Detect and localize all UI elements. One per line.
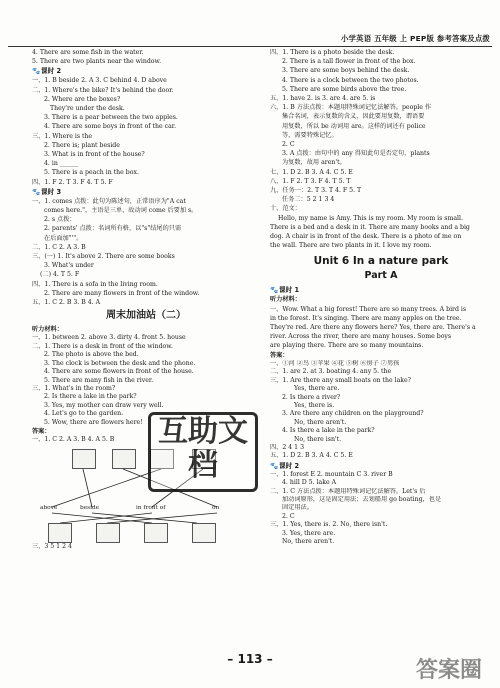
text-line: Yes, there are. [294,385,340,393]
text-line: 2. Is there a lake in the park? [44,393,137,401]
text-line: 2. Is there a river? [282,393,341,401]
match-word: on [212,504,220,511]
answer-heading: 答案： [32,427,51,435]
text-line: 2. parents' 点拨：名词所有格，以"s"结尾的只需 [44,225,182,233]
text-line: 三、1. Are there any small boats on the lake? [270,376,411,384]
header-rule [8,46,492,47]
text-line: the wall. There are two plants in it. I love my room. [270,242,432,250]
text-line: There is a bed and a desk in it. There are many books and a big [270,223,470,231]
text-line: 2. s 点拨： [44,216,76,224]
text-line: No, there aren't. [294,418,347,426]
text-line: 3. A 点拨：由句中的 any 得知此句是否定句，plants [282,150,430,158]
text-line: 5. There are two plants near the window. [32,58,162,66]
listening-heading: 听力材料： [270,296,301,304]
text-line: 2. The photo is above the bed. [44,351,139,359]
paw-icon: 🐾 [32,67,41,76]
text-line: 5. There are some birds above the tree. [282,85,407,93]
picture-box [192,523,216,543]
text-line: 为复数，故用 aren't。 [282,159,346,167]
text-line: 六、1. B 方法点拨：本题用特殊词记忆法解答。people 作 [270,104,432,112]
answer-heading: 答案： [270,351,289,359]
text-line: 4. Is there a lake in the park? [282,427,375,435]
text-line: They're under the desk. [50,105,125,113]
text-line: 4. There are some fish in the water. [32,49,144,56]
section-heading-ks3: 🐾课时 3 [32,187,62,196]
text-line: 3. What is in front of the house? [44,151,145,159]
text-line: 四、1. There is a sofa in the living room. [32,280,158,288]
text-line: 5. There are many fish in the river. [44,376,154,384]
unit-title: Unit 6 In a nature park [313,255,449,268]
text-line: 九、任务一：2. T 3. T 4. F 5. T [270,187,362,195]
text-line: 一、1. between 2. above 3. dirty 4. front 5. house [32,334,186,342]
picture-box [144,523,168,543]
text-line: 一、1. B beside 2. A 3. C behind 4. D above [32,77,167,85]
text-line: 五、1. D 2. B 3. A 4. C 5. E [270,452,353,460]
text-line: 二、1. are 2. at 3. boating 4. any 5. the [270,368,392,376]
text-line: 加动词原形，这是固定用法；去划船用 go boating，也是 [282,495,442,503]
text-line: 三、1. Where is the [32,132,93,140]
text-line: 固定用法。 [282,504,313,512]
text-line: 二、1. There is a desk in front of the window. [32,342,173,350]
text-line: 3. There is a pear between the two apples. [44,114,178,122]
text-line: comes here."，主语是三单，故动词 come 后要加 s。 [44,207,198,215]
text-line: 2. C [282,512,295,520]
text-line: 等，需要特殊记忆。 [282,131,338,139]
text-line: Hello, my name is Amy. This is my room. My room is small. [278,214,463,222]
corner-watermark: 答案圈 [415,658,482,683]
match-word: above [40,504,58,511]
text-line: 十、范文： [270,205,301,213]
paw-icon: 🐾 [270,286,279,295]
text-line: 四、1. There is a photo beside the desk. [270,49,395,56]
text-line: 5. There is a peach in the box. [44,169,139,177]
text-line: 3. There are some boys behind the desk. [282,67,410,75]
text-line: 三、3 5 1 2 4 [32,542,72,550]
text-line: 三、1. Yes, there is. 2. No, there isn't. [270,521,388,529]
text-line: 三、(一) 1. It's above 2. There are some books [32,253,175,261]
paw-icon: 🐾 [32,187,41,196]
listening-heading: 听力材料： [32,326,63,334]
text-line: 2. There is; plant beside [44,141,120,149]
text-line: 一、1. comes 点拨：此句为陈述句，正常语序为"A cat [32,197,186,205]
right-column [270,48,492,546]
match-word: in front of [136,504,166,511]
section-heading-ks2: 🐾课时 2 [32,67,62,76]
text-line: 五、1. have 2. is 3. are 4. are 5. is [270,95,376,103]
part-title: Part A [364,270,398,282]
text-line: 一、Wow. What a big forest! There are so many trees. A bird is [270,305,467,313]
text-line: 二、1. Where's the bike? It's behind the door. [32,86,174,94]
text-line: (二) 4. T 5. F [40,271,80,279]
text-line: 三、1. What's in the room? [32,384,116,392]
text-line: 用复数，所以 be 动词用 are。这样的词还有 police [282,122,426,130]
text-line: 在后面加"'"。 [44,234,83,242]
text-line: Yes, there is. [294,401,335,409]
text-line: 4. There are some boys in front of the car. [44,123,177,131]
section-heading-ks2: 🐾课时 2 [270,461,300,470]
text-line: 3. What's under [44,262,94,270]
picture-box [48,523,72,543]
text-line: 五、1. C 2. B 3. B 4. A [32,299,101,307]
text-line: 集合名词，表示复数的含义，因此要用复数，谓语要 [282,113,425,121]
text-line: dog. A chair is in front of the desk. There is a photo of me on [270,233,462,241]
text-line: They're red. Are there any flowers here? Yes, there are. There's a [270,324,476,332]
text-line: 2. C [282,141,295,149]
text-line: 3. Are there any children on the playground? [282,410,424,418]
paw-icon: 🐾 [270,461,279,470]
section-heading-ks1: 🐾课时 1 [270,286,300,295]
text-line: in the forest. It's singing. There are many apples on the tree. [270,314,462,322]
text-line: are playing there. There are so many mountains. [270,342,424,350]
text-line: 一、①河 ②鸟 ③苹果 ④花 ⑤树 ⑥房子 ⑦男孩 [270,359,400,367]
text-line: 四、1. F 2. T 3. F 4. T 5. F [32,178,113,186]
text-line: 4. There is a clock between the two photos. [282,76,419,84]
page-number: – 113 – [227,652,273,666]
text-line: 3. Yes, there are. [282,529,336,537]
text-line: 4. hill D 5. lake A [282,479,337,487]
text-line: 八、1. F 2. T 3. F 4. T 5. T [270,177,351,185]
text-line: river. Across the river, there are many houses. Some boys [270,333,452,341]
text-line: No, there isn't. [294,435,342,443]
text-line: 四、2 4 1 3 [270,443,305,451]
text-line: 4. There are some flowers in front of the house. [44,368,194,376]
text-line: 七、1. D 2. B 3. A 4. C 5. E [270,168,353,176]
text-line: 3. The clock is between the desk and the phone. [44,359,196,367]
text-line: 一、1. forest E 2. mountain C 3. river B [270,470,393,478]
text-line: 2. There is a tall flower in front of the box. [282,58,416,66]
text-line: 4. Let's go to the garden. [44,410,124,418]
text-line: 二、1. C 方法点拨：本题用特殊词记忆法解答。Let's 后 [270,487,426,495]
text-line: 5. Wow, there are flowers here! [44,418,143,426]
text-line: 4. in ______ [44,160,79,168]
watermark-stamp: 互助文档 [148,412,258,492]
picture-box [96,523,120,543]
text-line: 一、1. C 2. A 3. B 4. A 5. B [32,436,115,444]
page-header-title: 小学英语 五年级 上 PEP版 参考答案及点拨 [340,34,490,43]
match-word: beside [80,504,100,511]
text-line: 2. There are many flowers in front of the window. [44,289,200,297]
text-line: No, there aren't. [282,538,335,546]
weekend-section-title: 周末加油站（二） [106,310,186,322]
text-line: 3. Yes, my mother can draw very well. [44,401,164,409]
text-line: 二、1. C 2. A 3. B [32,243,86,251]
text-line: 2. Where are the boxes? [44,95,121,103]
text-line: 任务二：5 2 1 3 4 [282,196,335,204]
